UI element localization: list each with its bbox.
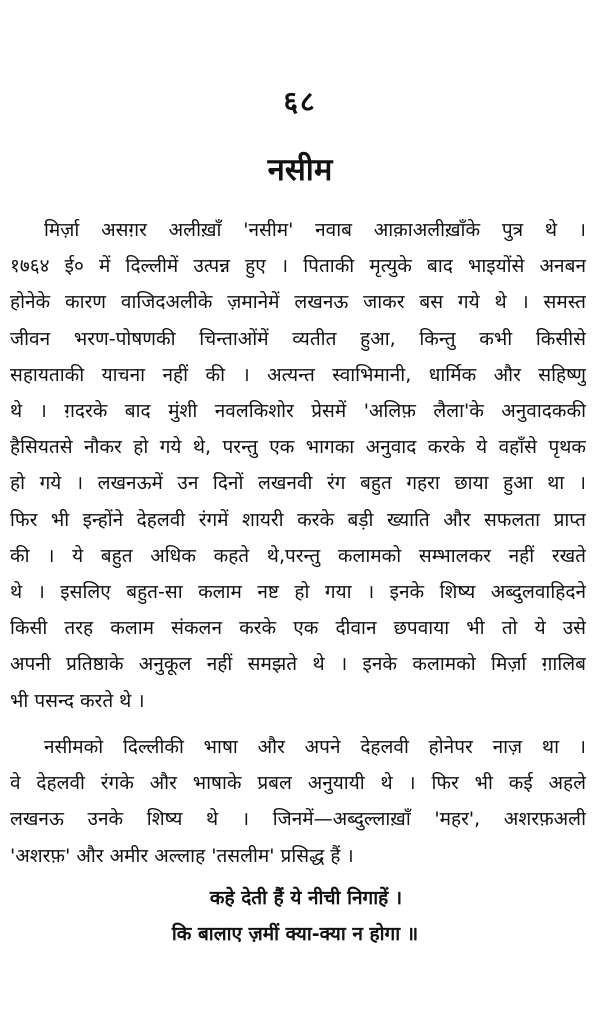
- text-line: होनेके कारण वाजिदअलीके ज़मानेमें लखनऊ जाकर बस गये थे । समस्त: [10, 291, 586, 314]
- text-line: की । ये बहुत अधिक कहते थे,परन्तु कलामको सम्भालकर नहीं रखते: [10, 544, 586, 567]
- text-line: थे । ग़दरके बाद मुंशी नवलकिशोर प्रेसमें 'अलिफ़ लैला'के अनुवादककी: [10, 400, 586, 423]
- text-line: किसी तरह कलाम संकलन करके एक दीवान छपवाया भी तो ये उसे: [10, 617, 586, 640]
- verse-line: कि बालाए ज़मीं क्या-क्या न होगा ॥: [171, 923, 419, 945]
- text-line: हैसियतसे नौकर हो गये थे, परन्तु एक भागका अनुवाद करके ये वहाँसे पृथक: [10, 436, 586, 459]
- text-line: वे देहलवी रंगके और भाषाके प्रबल अनुयायी थे । फिर भी कई अहले: [10, 772, 586, 795]
- verse-couplet: [0, 880, 600, 952]
- text-line: सहायताकी याचना नहीं की । अत्यन्त स्वाभिमानी, धार्मिक और सहिष्णु: [10, 363, 586, 386]
- text-line: भी पसन्द करते थे ।: [10, 689, 145, 712]
- text-line: नसीमको दिल्लीकी भाषा और अपने देहलवी होनेपर नाज़ था ।: [44, 736, 586, 758]
- text-line: 'अशरफ़' और अमीर अल्लाह 'तसलीम' प्रसिद्ध हैं ।: [10, 844, 354, 867]
- text-line: थे । इसलिए बहुत-सा कलाम नष्ट हो गया । इनके शिष्य अब्दुलवाहिदने: [10, 581, 586, 604]
- verse-line: कहे देती हैं ये नीची निगाहें ।: [209, 887, 403, 909]
- text-line: हो गये । लखनऊमें उन दिनों लखनवी रंग बहुत गहरा छाया हुआ था ।: [10, 472, 586, 495]
- text-line: १७६४ ई० में दिल्लीमें उत्पन्न हुए । पिताकी मृत्युके बाद भाइयोंसे अनबन: [10, 255, 586, 278]
- text-line: जीवन भरण-पोषणकी चिन्ताओंमें व्यतीत हुआ, किन्तु कभी किसीसे: [10, 327, 586, 350]
- text-line: लखनऊ उनके शिष्य थे । जिनमें—अब्दुल्लाख़ाँ 'महर', अशरफ़अली: [10, 808, 586, 831]
- text-line: मिर्ज़ा असग़र अलीख़ाँ 'नसीम' नवाब आक़ाअलीख़ाँके पुत्र थे ।: [44, 219, 586, 241]
- paragraph-2: [10, 729, 586, 874]
- text-line: अपनी प्रतिष्ठाके अनुकूल नहीं समझते थे । इनके कलामको मिर्ज़ा ग़ालिब: [10, 653, 586, 676]
- paragraph-1: [10, 212, 586, 719]
- text-line: फिर भी इन्होंने देहलवी रंगमें शायरी करके बड़ी ख्याति और सफलता प्राप्त: [10, 508, 586, 531]
- chapter-title: नसीम: [267, 152, 333, 188]
- page-number: ६८: [283, 85, 317, 118]
